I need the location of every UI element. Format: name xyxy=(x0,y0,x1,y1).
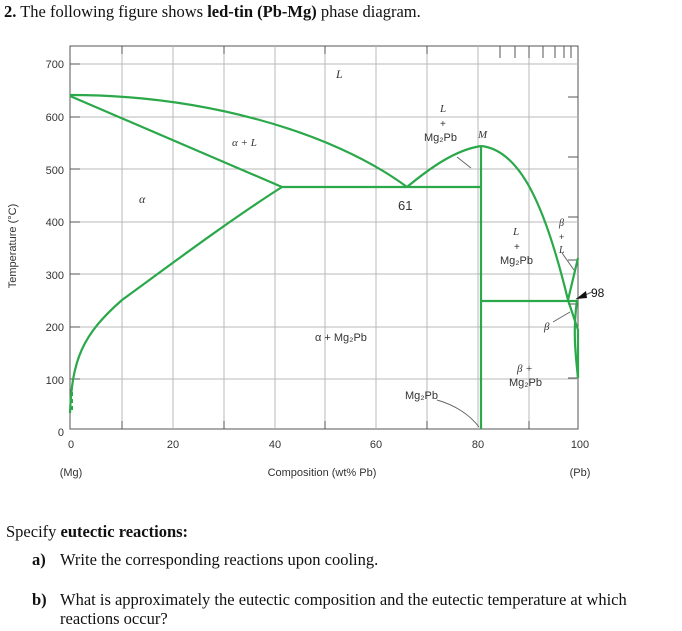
y-tick-500: 500 xyxy=(45,165,64,177)
x-tick-100: 100 xyxy=(570,439,590,451)
label-liquid: L xyxy=(336,67,343,81)
label-beta-plus-mg2pb-1: β + xyxy=(517,363,533,375)
label-mg2pb-top: Mg₂Pb xyxy=(424,132,458,144)
label-alpha: α xyxy=(139,192,146,206)
y-tick-300: 300 xyxy=(45,270,64,282)
label-mg2pb-right: Mg₂Pb xyxy=(500,255,534,267)
label-m-point: M xyxy=(478,129,488,141)
specify-heading xyxy=(6,522,188,542)
question-text-bold: led-tin (Pb-Mg) xyxy=(207,2,317,21)
x-tick-0: 0 xyxy=(67,439,75,451)
y-tick-labels xyxy=(46,59,64,439)
x-left-element: (Mg) xyxy=(59,467,83,479)
label-plus-right: + xyxy=(514,242,520,253)
label-l-top: L xyxy=(440,103,447,115)
label-alpha-plus-mg2pb: α + Mg₂Pb xyxy=(315,332,367,344)
question-text-before: The following figure shows xyxy=(20,2,208,21)
label-98: 98 xyxy=(591,286,605,300)
label-beta: β xyxy=(544,321,550,333)
y-tick-400: 400 xyxy=(45,217,64,229)
y-tick-200: 200 xyxy=(45,322,64,334)
label-beta-l-l: L xyxy=(559,245,565,256)
x-tick-40: 40 xyxy=(268,439,282,451)
label-alpha-plus-l: α + L xyxy=(232,137,257,149)
label-l-right: L xyxy=(513,226,520,238)
y-tick-600: 600 xyxy=(45,112,64,124)
part-a xyxy=(32,550,378,570)
x-tick-80: 80 xyxy=(471,439,485,451)
specify-text-bold: eutectic reactions: xyxy=(60,522,189,541)
label-beta-plus-mg2pb-2: Mg₂Pb xyxy=(509,377,543,389)
label-beta-l-plus: + xyxy=(559,232,565,242)
label-mg2pb-bottom: Mg₂Pb xyxy=(405,390,439,402)
label-eutectic-61: 61 xyxy=(398,198,413,213)
label-plus-top: + xyxy=(440,119,446,130)
specify-text-before: Specify xyxy=(6,522,61,541)
label-beta-l-beta: β xyxy=(559,218,564,229)
part-b xyxy=(32,590,672,628)
x-tick-20: 20 xyxy=(166,439,180,451)
x-tick-60: 60 xyxy=(369,439,383,451)
part-a-text: Write the corresponding reactions upon cooling. xyxy=(60,550,379,569)
question-number: 2. xyxy=(4,2,17,21)
x-right-element: (Pb) xyxy=(569,467,591,479)
y-axis-label: Temperature (°C) xyxy=(7,203,19,289)
part-b-text: What is approximately the eutectic composition and the eutectic temperature at which reactions occur? xyxy=(60,590,627,628)
y-tick-700: 700 xyxy=(45,59,64,71)
x-axis-label: Composition (wt% Pb) xyxy=(267,467,377,479)
x-tick-labels xyxy=(68,439,589,451)
y-tick-100: 100 xyxy=(45,375,64,387)
grid-lines xyxy=(70,46,578,429)
part-b-label: b) xyxy=(32,590,47,609)
y-tick-0: 0 xyxy=(57,427,64,439)
axis-ticks xyxy=(70,46,578,429)
part-a-label: a) xyxy=(32,550,46,569)
plot-frame xyxy=(70,46,578,429)
question-text-after: phase diagram. xyxy=(316,2,421,21)
